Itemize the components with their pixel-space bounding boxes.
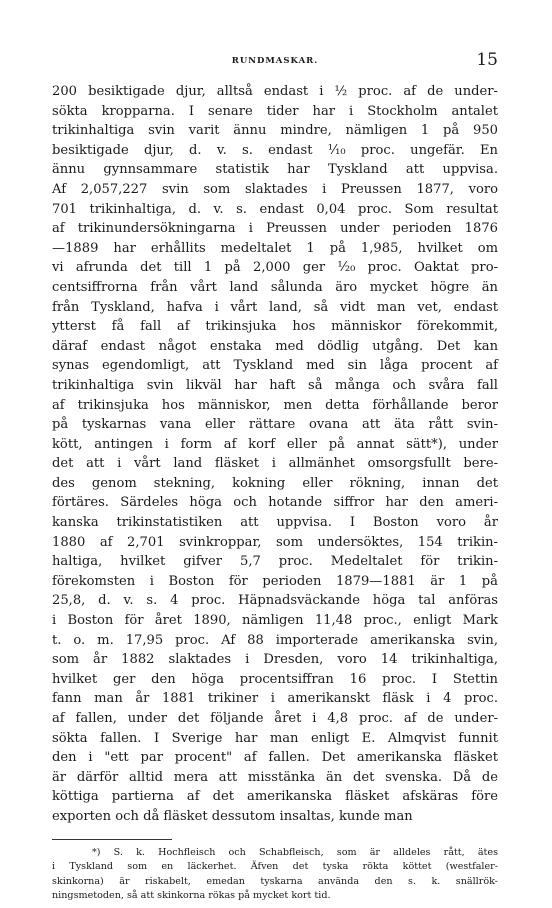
text-line: ytterst få fall af trikinsjuka hos människor förekommit, — [52, 319, 498, 335]
text-line: af trikinundersökningarna i Preussen under perioden 1876 — [52, 221, 498, 237]
footnote-line: i Tyskland som en läckerhet. Äfven det tyska rökta köttet (westfaler- — [52, 861, 498, 873]
text-line: hvilket ger den höga procentsiffran 16 proc. I Stettin — [52, 671, 498, 687]
text-line: synas egendomligt, att Tyskland med sin låga procent af — [52, 358, 498, 374]
text-line: t. o. m. 17,95 proc. Af 88 importerade amerikanska svin, — [52, 632, 498, 648]
text-line: i Boston för året 1890, nämligen 11,48 proc., enligt Mark — [52, 613, 498, 629]
text-line: förtäres. Särdeles höga och hotande siffror har den ameri- — [52, 495, 498, 511]
text-line: 1880 af 2,701 svinkroppar, som undersöktes, 154 trikin- — [52, 534, 498, 550]
page-number: 15 — [476, 50, 498, 70]
text-line: trikinhaltiga svin varit ännu mindre, nämligen 1 på 950 — [52, 123, 498, 139]
text-line: des genom stekning, kokning eller rökning, innan det — [52, 475, 498, 491]
text-line: köttiga partierna af det amerikanska fläsket afskäras före — [52, 789, 498, 805]
book-page — [52, 50, 498, 904]
footnote — [52, 846, 498, 904]
text-line: 25,8, d. v. s. 4 proc. Häpnadsväckande höga tal anföras — [52, 593, 498, 609]
text-line: sökta kropparna. I senare tider har i Stockholm antalet — [52, 103, 498, 119]
text-line: exporten och då fläsket dessutom insaltas, kunde man — [52, 808, 413, 824]
text-line: ännu gynnsammare statistik har Tyskland att uppvisa. — [52, 162, 498, 178]
text-line: kött, antingen i form af korf eller på annat sätt*), under — [52, 436, 498, 452]
running-head — [52, 50, 498, 74]
running-title: RUNDMASKAR. — [231, 56, 319, 66]
text-line: som år 1882 slaktades i Dresden, voro 14 trikinhaltiga, — [52, 652, 498, 668]
text-line: 200 besiktigade djur, alltså endast i ½ proc. af de under- — [52, 84, 498, 99]
text-line: kanska trikinstatistiken att uppvisa. I Boston voro år — [52, 515, 498, 531]
text-line: besiktigade djur, d. v. s. endast ¹⁄₁₀ proc. ungefär. En — [52, 142, 498, 158]
text-line: den i "ett par procent" af fallen. Det amerikanska fläsket — [52, 750, 498, 766]
text-line: från Tyskland, hafva i vårt land, så vidt man vet, endast — [52, 299, 498, 315]
text-line: förekomsten i Boston för perioden 1879—1881 är 1 på — [52, 573, 498, 589]
text-line: är därför alltid mera att misstänka än det svenska. Då de — [52, 769, 498, 785]
text-line: sökta fallen. I Sverige har man enligt E. Almqvist funnit — [52, 730, 498, 746]
footnote-line: *) S. k. Hochfleisch och Schabfleisch, som är alldeles rått, ätes — [92, 846, 498, 858]
text-line: Af 2,057,227 svin som slaktades i Preussen 1877, voro — [52, 181, 498, 197]
text-line: —1889 har erhållits medeltalet 1 på 1,985, hvilket om — [52, 240, 498, 256]
text-line: däraf endast något enstaka med dödlig utgång. Det kan — [52, 338, 498, 354]
text-line: fann man år 1881 trikiner i amerikanskt fläsk i 4 proc. — [52, 691, 498, 707]
text-line: vi afrunda det till 1 på 2,000 ger ¹⁄₂₀ proc. Oaktat pro- — [52, 260, 498, 276]
text-line: på tyskarnas vana eller rättare ovana att äta rått svin- — [52, 417, 498, 433]
footnote-line: ningsmetoden, så att skinkorna rökas på mycket kort tid. — [52, 890, 331, 902]
text-line: af fallen, under det följande året i 4,8 proc. af de under- — [52, 711, 498, 726]
text-line: af trikinsjuka hos människor, men detta förhållande beror — [52, 397, 498, 413]
text-line: haltiga, hvilket gifver 5,7 proc. Medeltalet för trikin- — [52, 554, 498, 570]
text-line: 701 trikinhaltiga, d. v. s. endast 0,04 proc. Som resultat — [52, 201, 498, 217]
text-line: trikinhaltiga svin likväl har haft så många och svåra fall — [52, 377, 498, 393]
footnote-rule — [52, 839, 172, 840]
footnote-line: skinkorna) är riskabelt, emedan tyskarna använda den s. k. snällrök- — [52, 875, 498, 887]
text-line: centsiffrorna från vårt land sålunda äro mycket högre än — [52, 279, 498, 295]
text-line: det att i vårt land fläsket i allmänhet omsorgsfullt bere- — [52, 456, 498, 472]
body-text — [52, 82, 498, 827]
